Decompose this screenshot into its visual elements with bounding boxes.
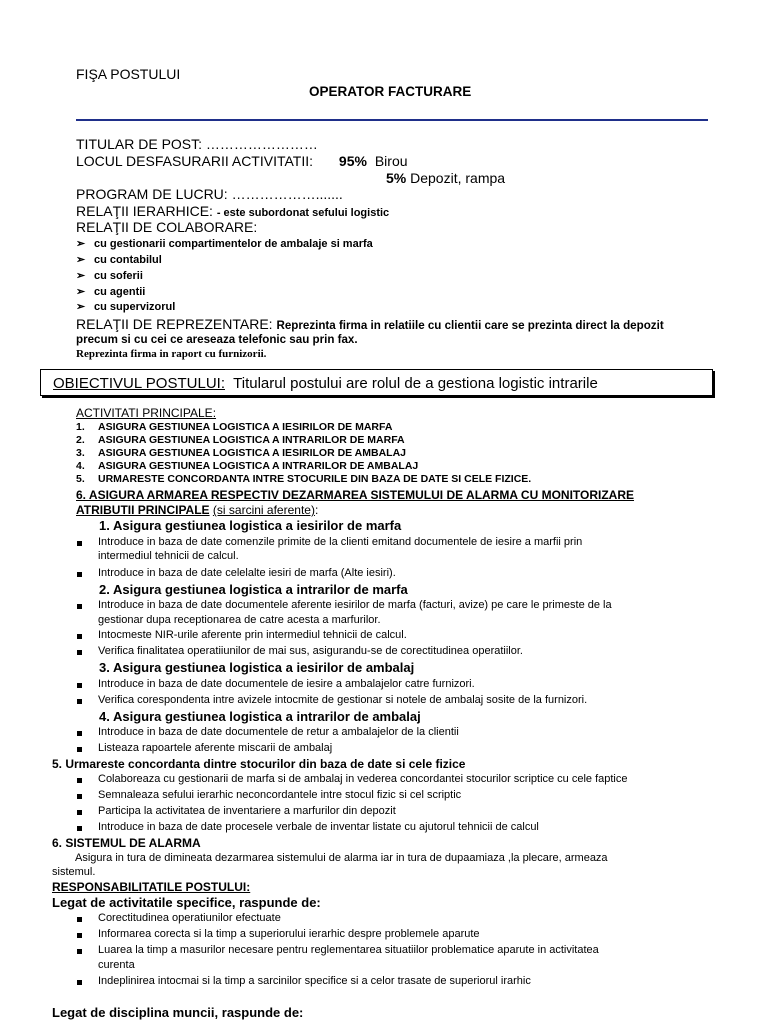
atributii-label: ATRIBUTII PRINCIPALE [76, 503, 210, 517]
atributii-heading: ATRIBUTII PRINCIPALE (si sarcini aferente): [76, 503, 319, 517]
arrow-icon: ➢ [76, 301, 86, 313]
colaborare-item: ➢ cu supervizorul [76, 301, 176, 313]
header-divider [76, 119, 708, 121]
relatii-reprezentare-label: RELAŢII DE REPREZENTARE: [76, 316, 273, 332]
arrow-icon: ➢ [76, 270, 86, 282]
activitate-item: 1. ASIGURA GESTIUNEA LOGISTICA A IESIRILOR DE MARFA [76, 421, 393, 433]
bullet-icon [77, 933, 82, 938]
s2-bullet2: Intocmeste NIR-urile aferente prin intermediul tehnicii de calcul. [98, 629, 407, 641]
bullet-icon [77, 699, 82, 704]
obiectiv-label: OBIECTIVUL POSTULUI: [53, 375, 225, 392]
bullet-icon [77, 794, 82, 799]
locul-pct2: 5% [386, 170, 407, 186]
obiectiv-box [40, 369, 713, 396]
bullet-icon [77, 731, 82, 736]
relatii-reprezentare [76, 316, 664, 332]
s1-bullet1b: intermediul tehnicii de calcul. [98, 550, 239, 562]
activitate-item: 3. ASIGURA GESTIUNEA LOGISTICA A IESIRILOR DE AMBALAJ [76, 447, 407, 459]
s3-bullet1: Introduce in baza de date documentele de iesire a ambalajelor catre furnizori. [98, 678, 475, 690]
arrow-icon: ➢ [76, 238, 86, 250]
bullet-icon [77, 604, 82, 609]
locul-line [76, 153, 408, 169]
s5-bullet2: Semnaleaza sefului ierarhic neconcordantele intre stocul fizic si cel scriptic [98, 789, 462, 801]
relatii-reprezentare-line2: precum si cu cei ce areseaza telefonic sau prin fax. [76, 333, 358, 346]
s2-bullet1a: Introduce in baza de date documentele aferente iesirilor de marfa (facturi, avize) pe care le primeste de la [98, 599, 612, 611]
activitate-item: 4. ASIGURA GESTIUNEA LOGISTICA A INTRARILOR DE AMBALAJ [76, 460, 419, 472]
resp-bullet2: Informarea corecta si la timp a superiorului ierarhic despre problemele aparute [98, 928, 480, 940]
s5-bullet4: Introduce in baza de date procesele verbale de inventar listate cu ajutorul tehnicii de calcul [98, 821, 539, 833]
s3-title: 3. Asigura gestiunea logistica a iesirilor de ambalaj [99, 660, 415, 675]
colaborare-item: ➢ cu gestionarii compartimentelor de ambalaje si marfa [76, 238, 373, 250]
arrow-icon: ➢ [76, 286, 86, 298]
obiectiv-line [53, 375, 598, 392]
bullet-icon [77, 826, 82, 831]
resp-subtitle: Legat de activitatile specifice, raspunde de: [52, 895, 321, 910]
s3-bullet2: Verifica corespondenta intre avizele intocmite de gestionar si notele de ambalaj sosite de la furnizori. [98, 694, 588, 706]
relatii-ierarhice-label: RELAŢII IERARHICE: [76, 203, 213, 219]
relatii-colaborare-label: RELAŢII DE COLABORARE: [76, 219, 258, 235]
bullet-icon [77, 810, 82, 815]
resp-bullet1: Corectitudinea operatiunilor efectuate [98, 912, 281, 924]
s1-bullet1a: Introduce in baza de date comenzile primite de la clienti emitand documentele de iesire a marfii prin [98, 536, 583, 548]
bullet-icon [77, 572, 82, 577]
s2-title: 2. Asigura gestiunea logistica a intrarilor de marfa [99, 582, 408, 597]
arrow-icon: ➢ [76, 254, 86, 266]
s5-title: 5. Urmareste concordanta dintre stocurilor din baza de date si cele fizice [52, 757, 466, 771]
relatii-reprezentare-line3: Reprezinta firma in raport cu furnizorii. [76, 348, 267, 360]
resp-bullet4: Indeplinirea intocmai si la timp a sarcinilor specifice si a celor trasate de superiorul irarhic [98, 975, 531, 987]
s4-title: 4. Asigura gestiunea logistica a intrarilor de ambalaj [99, 709, 421, 724]
disciplina-subtitle: Legat de disciplina muncii, raspunde de: [52, 1005, 304, 1020]
resp-bullet3a: Luarea la timp a masurilor necesare pentru reglementarea situatiilor problematice aparute in activitatea [98, 944, 599, 956]
locul-label: LOCUL DESFASURARII ACTIVITATII: [76, 153, 314, 169]
bullet-icon [77, 778, 82, 783]
s1-bullet2: Introduce in baza de date celelalte iesiri de marfa (Alte iesiri). [98, 567, 396, 579]
colaborare-item: ➢ cu soferii [76, 270, 143, 282]
s6-title: 6. SISTEMUL DE ALARMA [52, 836, 201, 850]
activitate-item: 5. URMARESTE CONCORDANTA INTRE STOCURILE DIN BAZA DE DATE SI CELE FIZICE. [76, 473, 532, 485]
program-line: PROGRAM DE LUCRU: ………………....... [76, 186, 343, 202]
resp-title: RESPONSABILITATILE POSTULUI: [52, 880, 251, 894]
relatii-reprezentare-text: Reprezinta firma in relatiile cu clientii care se prezinta direct la depozit [276, 319, 664, 332]
bullet-icon [77, 949, 82, 954]
obiectiv-text: Titularul postului are rolul de a gestiona logistic intrarile [233, 375, 598, 392]
bullet-icon [77, 541, 82, 546]
bullet-icon [77, 980, 82, 985]
titular-line: TITULAR DE POST: …………………… [76, 136, 318, 152]
s2-bullet3: Verifica finalitatea operatiiunilor de mai sus, asigurandu-se de corectitudinea operatiilor. [98, 645, 523, 657]
resp-bullet3b: curenta [98, 959, 135, 971]
bullet-icon [77, 683, 82, 688]
locul-line2 [386, 170, 505, 186]
s5-bullet1: Colaboreaza cu gestionarii de marfa si de ambalaj in vederea concordantei stocurilor scriptice cu cele faptice [98, 773, 628, 785]
s6-line2: sistemul. [52, 866, 96, 878]
document-title: FIŞA POSTULUI [76, 66, 181, 82]
activitate-6: 6. ASIGURA ARMAREA RESPECTIV DEZARMAREA SISTEMULUI DE ALARMA CU MONITORIZARE [76, 488, 635, 502]
locul-val1: Birou [374, 153, 408, 169]
s1-title: 1. Asigura gestiunea logistica a iesirilor de marfa [99, 518, 402, 533]
s2-bullet1b: gestionar dupa receptionarea de catre acesta a marfurilor. [98, 614, 381, 626]
relatii-ierarhice [76, 203, 389, 219]
s4-bullet1: Introduce in baza de date documentele de retur a ambalajelor de la clientii [98, 726, 459, 738]
bullet-icon [77, 747, 82, 752]
relatii-ierarhice-value: - este subordonat sefului logistic [216, 207, 390, 219]
s5-bullet3: Participa la activitatea de inventariere a marfurilor din depozit [98, 805, 396, 817]
s6-line1: Asigura in tura de dimineata dezarmarea sistemului de alarma iar in tura de dupaamiaza ,la plecare, armeaza [75, 852, 608, 864]
bullet-icon [77, 634, 82, 639]
activitate-item: 2. ASIGURA GESTIUNEA LOGISTICA A INTRARILOR DE MARFA [76, 434, 405, 446]
locul-pct1: 95% [338, 153, 367, 169]
document-subtitle: OPERATOR FACTURARE [309, 84, 472, 99]
locul-val2: Depozit, rampa [410, 170, 506, 186]
s4-bullet2: Listeaza rapoartele aferente miscarii de ambalaj [98, 742, 333, 754]
colaborare-item: ➢ cu contabilul [76, 254, 162, 266]
colaborare-item: ➢ cu agentii [76, 286, 146, 298]
atributii-paren: (si sarcini aferente) [212, 503, 315, 517]
bullet-icon [77, 917, 82, 922]
bullet-icon [77, 650, 82, 655]
activitati-title: ACTIVITATI PRINCIPALE: [76, 406, 217, 420]
